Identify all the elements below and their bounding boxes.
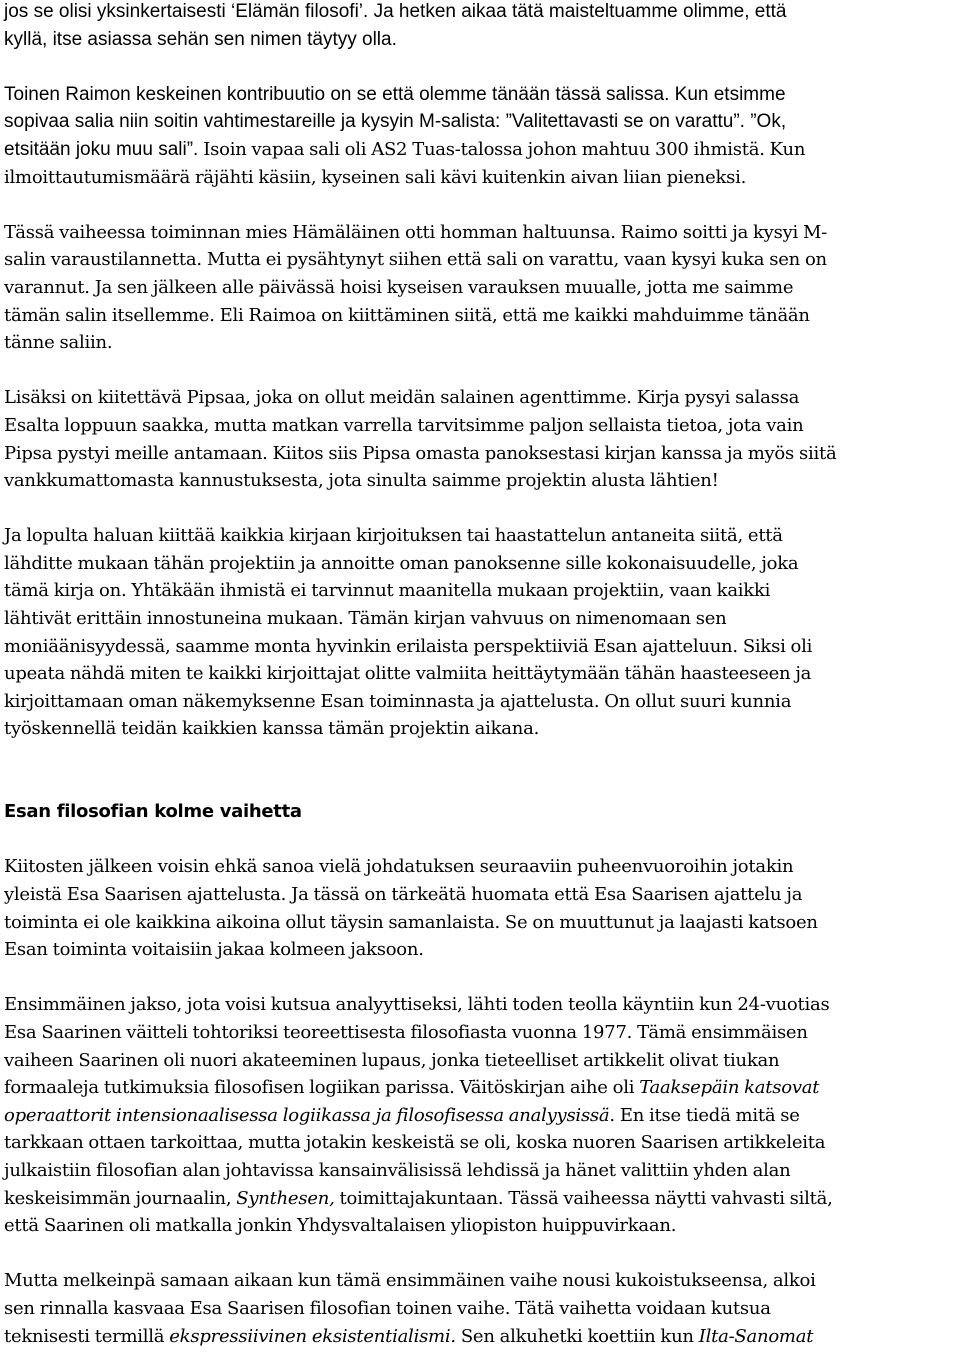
text-line: moniäänisyydessä, saamme monta hyvinkin erilaista perspektiiviä Esan ajatteluun. Siksi oli (4, 635, 813, 657)
text-line: että Saarinen oli matkalla jonkin Yhdysvaltalaisen yliopiston huippuvirkaan. (4, 1215, 677, 1237)
text-line: yleistä Esa Saarisen ajattelusta. Ja tässä on tärkeätä huomata että Esa Saarisen ajattelu ja (4, 884, 803, 905)
text-line: tämän salin itsellemme. Eli Raimoa on kiittäminen siitä, että me kaikki mahduimme tänään (4, 304, 810, 326)
text-line: Esan toiminta voitaisiin jakaa kolmeen jaksoon. (4, 939, 424, 961)
text-line: Lisäksi on kiitettävä Pipsaa, joka on ollut meidän salainen agenttimme. Kirja pysyi salassa (4, 387, 800, 409)
text-line: Ensimmäinen jakso, jota voisi kutsua analyyttiseksi, lähti toden teolla käyntiin kun 24-vuotias (4, 994, 830, 1016)
italic-title: operaattorit intensionaalisessa logiikassa ja filosofisessa analyysissä (4, 1104, 610, 1126)
paragraph (4, 81, 954, 191)
italic-title: Taaksepäin katsovat (639, 1077, 820, 1099)
paragraph (4, 0, 954, 53)
text-line: toiminta ei ole kaikkina aikoina ollut täysin samanlaista. Se on muuttunut ja laajasti katsoen (4, 911, 818, 933)
text-line: Ja lopulta haluan kiittää kaikkia kirjaan kirjoituksen tai haastattelun antaneita siitä, että (4, 525, 783, 547)
paragraph (4, 219, 954, 357)
text-line (4, 1323, 954, 1351)
text-line: Esa Saarinen väitteli tohtoriksi teoreettisesta filosofiasta vuonna 1977. Tämä ensimmäisen (4, 1021, 808, 1043)
text-line: sopivaa salia niin soitin vahtimestareille ja kysyin M-salista: ”Valitettavasti se on varattu”. ”Ok, (4, 111, 787, 133)
section-heading: Esan filosofian kolme vaihetta (4, 801, 302, 823)
text-line: upeata nähdä miten te kaikki kirjoittajat olitte valmiita heittäytymään tähän haasteeseen ja (4, 663, 812, 685)
text-run: Isoin vapaa sali oli AS2 Tuas-talossa johon mahtuu 300 ihmistä. Kun (198, 138, 806, 160)
text-line: työskennellä teidän kaikkien kanssa tämän projektin aikana. (4, 718, 540, 740)
text-line: tämä kirja on. Yhtäkään ihmistä ei tarvinnut maanitella mukaan projektiin, vaan kaikki (4, 580, 771, 602)
text-line (4, 1102, 954, 1130)
text-line: Pipsa pystyi meille antamaan. Kiitos siis Pipsa omasta panoksestasi kirjan kanssa ja myös siitä (4, 442, 837, 464)
text-line: vankkumattomasta kannustuksesta, jota sinulta saimme projektin alusta lähtien! (4, 470, 719, 492)
text-run: formaaleja tutkimuksia filosofisen logiikan parissa. Väitöskirjan aihe oli (4, 1077, 640, 1099)
text-line: tänne saliin. (4, 332, 113, 354)
text-line (4, 1074, 954, 1102)
text-line: vaiheen Saarinen oli nuori akateeminen lupaus, jonka tieteelliset artikkelit olivat tiukan (4, 1049, 780, 1071)
text-line: Tässä vaiheessa toiminnan mies Hämäläinen otti homman haltuunsa. Raimo soitti ja kysyi M- (4, 221, 827, 243)
paragraph (4, 384, 954, 494)
paragraph (4, 991, 954, 1239)
text-line (4, 136, 954, 164)
text-line: jos se olisi yksinkertaisesti ‘Elämän filosofi’. Ja hetken aikaa tätä maisteltuamme olimme, että (4, 1, 787, 22)
text-run: etsitään joku muu sali”. (4, 138, 199, 160)
text-line: tarkkaan ottaen tarkoittaa, mutta jotakin keskeistä se oli, koska nuoren Saarisen artikkeleita (4, 1132, 826, 1154)
text-line: kyllä, itse asiassa sehän sen nimen täytyy olla. (4, 28, 397, 50)
text-run: teknisesti termillä (4, 1325, 170, 1347)
text-line: ilmoittautumismäärä räjähti käsiin, kyseinen sali kävi kuitenkin aivan liian pieneksi. (4, 166, 747, 188)
document-page (4, 0, 954, 1350)
text-run: keskeisimmän journaalin, (4, 1187, 237, 1209)
text-line: Toinen Raimon keskeinen kontribuutio on se että olemme tänään tässä salissa. Kun etsimme (4, 83, 786, 105)
text-line: lähditte mukaan tähän projektiin ja annoitte oman panoksenne sille kokonaisuudelle, joka (4, 552, 799, 574)
paragraph (4, 853, 954, 963)
text-line: julkaistiin filosofian alan johtavissa kansainvälisissä lehdissä ja hänet valittiin yhden alan (4, 1159, 791, 1181)
text-line: kirjoittamaan oman näkemyksenne Esan toiminnasta ja ajattelusta. On ollut suuri kunnia (4, 690, 792, 712)
italic-term: ekspressiivinen eksistentialismi. (169, 1325, 456, 1347)
italic-journal: Synthesen, (236, 1187, 335, 1209)
text-line (4, 1185, 954, 1213)
text-line: sen rinnalla kasvaaa Esa Saarisen filosofian toinen vaihe. Tätä vaihetta voidaan kutsua (4, 1297, 771, 1319)
paragraph (4, 1267, 954, 1350)
italic-newspaper: Ilta-Sanomat (698, 1325, 814, 1347)
text-line: Mutta melkeinpä samaan aikaan kun tämä ensimmäinen vaihe nousi kukoistukseensa, alkoi (4, 1270, 816, 1292)
text-line: salin varaustilannetta. Mutta ei pysähtynyt siihen että sali on varattu, vaan kysyi kuka sen on (4, 249, 827, 271)
text-line: varannut. Ja sen jälkeen alle päivässä hoisi kyseisen varauksen muualle, jotta me saimme (4, 276, 794, 298)
text-run: Sen alkuhetki koettiin kun (455, 1325, 699, 1347)
text-line: lähtivät erittäin innostuneina mukaan. Tämän kirjan vahvuus on nimenomaan sen (4, 608, 727, 630)
text-line: Kiitosten jälkeen voisin ehkä sanoa vielä johdatuksen seuraaviin puheenvuoroihin jotakin (4, 856, 794, 878)
paragraph (4, 522, 954, 743)
text-line: Esalta loppuun saakka, mutta matkan varrella tarvitsimme paljon sellaista tietoa, jota vain (4, 414, 804, 436)
text-run: . En itse tiedä mitä se (609, 1104, 800, 1126)
text-run: toimittajakuntaan. Tässä vaiheessa näytti vahvasti siltä, (334, 1187, 833, 1209)
